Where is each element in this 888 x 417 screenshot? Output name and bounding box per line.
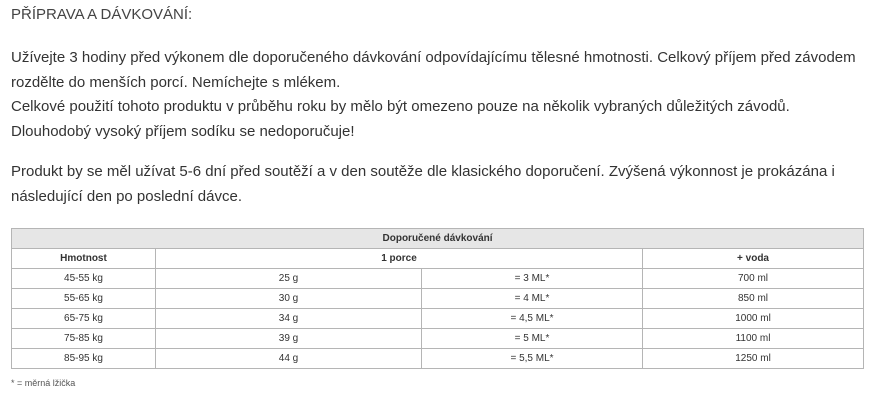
paragraph-line: Dlouhodobý vysoký příjem sodíku se nedoporučuje! — [11, 122, 355, 140]
paragraph-line: Produkt by se měl užívat 5-6 dní před soutěží a v den soutěže dle klasického doporučení. Zvýšená výkonnost je prokázána i — [11, 163, 835, 180]
cell-grams: 25 g — [156, 269, 422, 289]
table-row — [12, 269, 864, 289]
cell-grams: 34 g — [156, 309, 422, 329]
table-row — [12, 329, 864, 349]
table-row — [12, 349, 864, 369]
instructions-paragraph — [11, 46, 881, 144]
section-heading: PŘÍPRAVA A DÁVKOVÁNÍ: — [11, 6, 193, 23]
column-header-weight: Hmotnost — [12, 249, 156, 269]
cell-grams: 44 g — [156, 349, 422, 369]
paragraph-line: Celkové použití tohoto produktu v průběhu roku by mělo být omezeno pouze na několik vybraných důležitých závodů. — [11, 98, 790, 115]
cell-scoops: = 4,5 ML* — [422, 309, 643, 329]
cell-scoops: = 5,5 ML* — [422, 349, 643, 369]
cell-grams: 30 g — [156, 289, 422, 309]
column-header-portion: 1 porce — [156, 249, 643, 269]
column-header-water: + voda — [643, 249, 864, 269]
paragraph-line: rozdělte do menších porcí. Nemíchejte s mlékem. — [11, 73, 341, 91]
cell-scoops: = 3 ML* — [422, 269, 643, 289]
table-row — [12, 289, 864, 309]
cell-weight: 45-55 kg — [12, 269, 156, 289]
footnote: * = měrná lžička — [11, 378, 76, 388]
cell-grams: 39 g — [156, 329, 422, 349]
usage-paragraph — [11, 160, 881, 209]
cell-weight: 85-95 kg — [12, 349, 156, 369]
dosage-table — [11, 228, 864, 369]
table-title: Doporučené dávkování — [12, 229, 864, 249]
table-row — [12, 309, 864, 329]
cell-water: 850 ml — [643, 289, 864, 309]
cell-water: 700 ml — [643, 269, 864, 289]
cell-weight: 75-85 kg — [12, 329, 156, 349]
cell-scoops: = 4 ML* — [422, 289, 643, 309]
paragraph-line: Užívejte 3 hodiny před výkonem dle doporučeného dávkování odpovídajícímu tělesné hmotnosti. Celkový příjem před závodem — [11, 49, 856, 66]
cell-water: 1100 ml — [643, 329, 864, 349]
cell-water: 1000 ml — [643, 309, 864, 329]
paragraph-line: následující den po poslední dávce. — [11, 187, 242, 205]
cell-scoops: = 5 ML* — [422, 329, 643, 349]
cell-weight: 55-65 kg — [12, 289, 156, 309]
cell-water: 1250 ml — [643, 349, 864, 369]
table-header-row — [12, 249, 864, 269]
cell-weight: 65-75 kg — [12, 309, 156, 329]
table-title-row — [12, 229, 864, 249]
